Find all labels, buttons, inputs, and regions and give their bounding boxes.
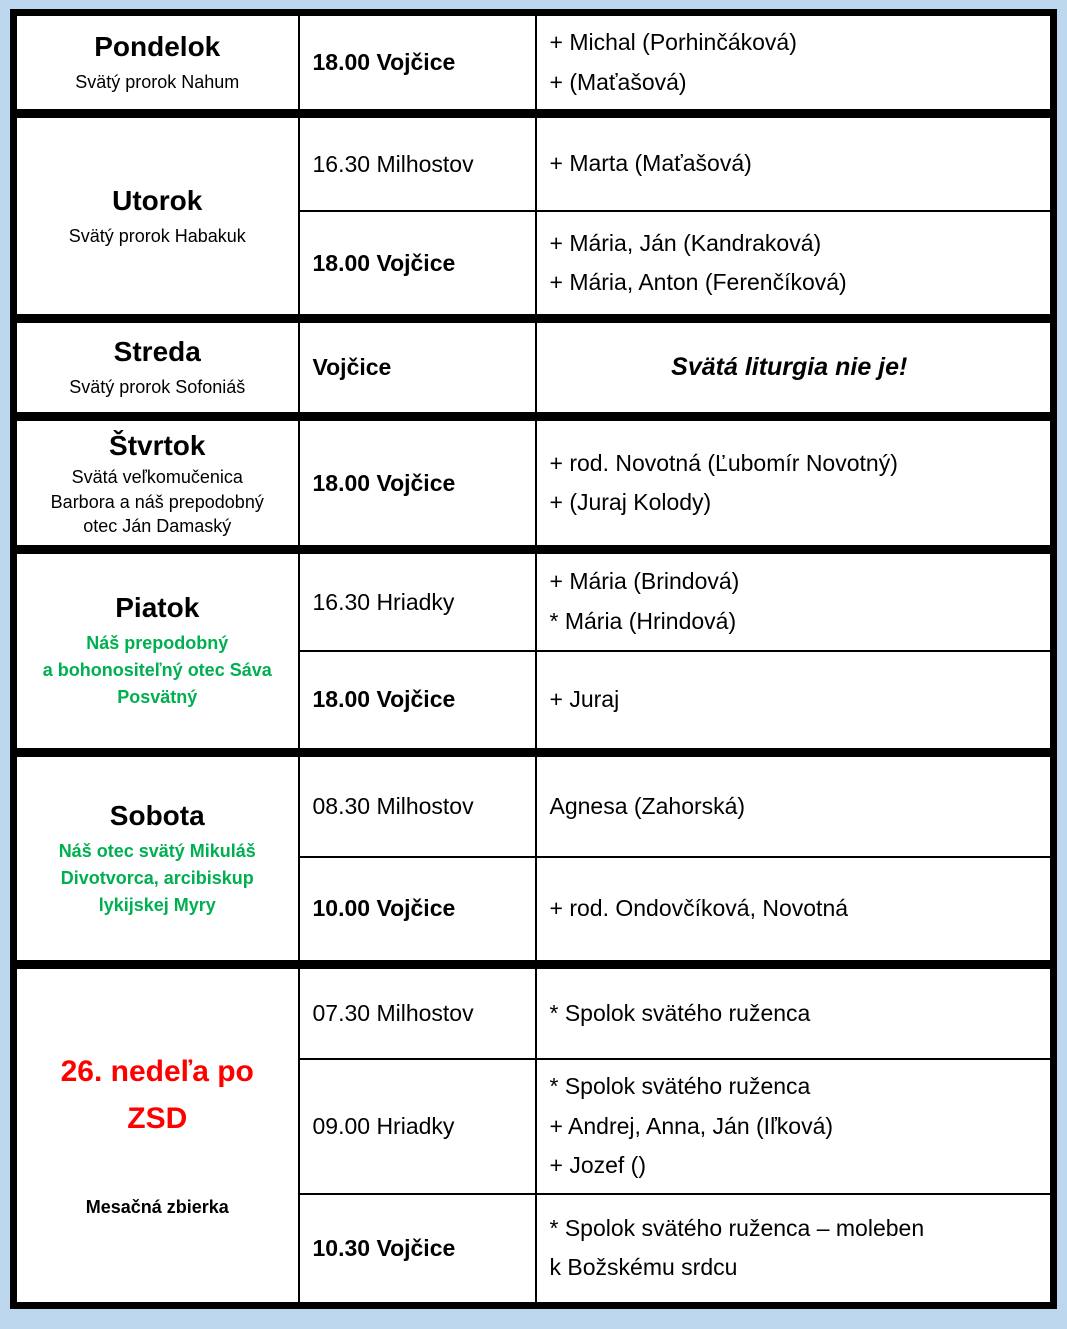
day-subtitle-line: Svätá veľkomučenica [71,467,243,488]
day-title-line: Utorok [112,184,203,216]
time-place-cell: 18.00 Vojčice [299,13,536,114]
table-row [14,550,1054,651]
day-title [25,183,290,218]
intention-line: + Jozef () [549,1152,647,1179]
day-cell-sobota [14,752,299,964]
time-place-cell: 09.00 Hriadky [299,1059,536,1193]
time-place-cell: 10.30 Vojčice [299,1194,536,1306]
intention-line: + rod. Novotná (Ľubomír Novotný) [549,449,898,476]
day-subtitle-line: Náš prepodobný [86,633,229,654]
day-subtitle [25,630,290,711]
table-row [14,417,1054,550]
intentions-cell [536,13,1054,114]
day-subtitle-line: Mesačná zbierka [85,1197,229,1218]
intentions-cell [536,319,1054,417]
day-title-line: Piatok [115,592,200,624]
day-title [25,334,290,369]
day-cell-stvrtok [14,417,299,550]
table-row [14,114,1054,211]
day-subtitle [25,223,290,250]
day-subtitle-line: Svätý prorok Nahum [75,72,240,93]
day-title-line: ZSD [127,1101,188,1135]
day-title [25,428,290,463]
intention-line: + rod. Ondovčíková, Novotná [549,894,849,921]
intentions-cell [536,550,1054,651]
table-row [14,964,1054,1059]
time-place-cell: 18.00 Vojčice [299,651,536,752]
time-place-cell: 18.00 Vojčice [299,211,536,318]
day-subtitle-line: a bohonositeľný otec Sáva [42,660,272,681]
intention-line: Agnesa (Zahorská) [549,792,746,819]
day-cell-streda [14,319,299,417]
day-title [25,1049,290,1142]
time-place-cell: 07.30 Milhostov [299,964,536,1059]
intention-line: + (Juraj Kolody) [549,489,712,516]
day-subtitle-line: Svätý prorok Sofoniáš [69,377,246,398]
day-title-line: Sobota [109,799,205,831]
intention-line: + Juraj [549,686,620,713]
day-title [25,798,290,833]
intentions-cell [536,417,1054,550]
table-row [14,752,1054,856]
intention-line: + Michal (Porhinčáková) [549,29,797,56]
day-cell-nedela [14,964,299,1305]
day-title-line: Pondelok [94,31,221,63]
intention-line: k Božskému srdcu [549,1254,738,1281]
intention-line: * Spolok svätého ruženca [549,1073,811,1100]
day-subtitle-line: Posvätný [117,687,198,708]
intention-line: + Mária, Ján (Kandraková) [549,229,822,256]
intention-line: + Mária (Brindová) [549,568,740,595]
day-subtitle-line: Barbora a náš prepodobný [50,491,264,512]
time-place-cell: 16.30 Milhostov [299,114,536,211]
intention-line: + Marta (Maťašová) [549,150,752,177]
time-place-cell: 10.00 Vojčice [299,857,536,964]
intention-line: + (Maťašová) [549,68,687,95]
intention-line: * Spolok svätého ruženca – moleben [549,1214,925,1241]
intention-line: + Andrej, Anna, Ján (Iľková) [549,1112,834,1139]
time-place-cell: 16.30 Hriadky [299,550,536,651]
day-subtitle-line: Náš otec svätý Mikuláš [58,840,256,861]
time-place-cell: Vojčice [299,319,536,417]
intentions-cell [536,1194,1054,1306]
day-subtitle-line: Svätý prorok Habakuk [68,225,246,246]
liturgy-schedule-table [10,9,1057,1309]
day-subtitle [25,1194,290,1221]
day-title [25,29,290,64]
intentions-cell [536,114,1054,211]
day-subtitle [25,374,290,401]
intentions-cell [536,211,1054,318]
day-title [25,590,290,625]
intentions-cell [536,964,1054,1059]
day-subtitle [25,69,290,96]
day-subtitle-line: Divotvorca, arcibiskup [60,867,254,888]
table-row [14,319,1054,417]
day-title-line: 26. nedeľa po [60,1055,254,1089]
day-title-line: Štvrtok [109,430,206,462]
time-place-cell: 18.00 Vojčice [299,417,536,550]
intentions-cell [536,651,1054,752]
intentions-cell [536,1059,1054,1193]
intentions-cell [536,857,1054,964]
day-title-line: Streda [113,336,201,368]
day-subtitle [25,465,290,538]
day-cell-utorok [14,114,299,319]
day-subtitle-line: otec Ján Damaský [83,515,232,536]
table-row [14,13,1054,114]
day-cell-piatok [14,550,299,753]
intentions-cell [536,752,1054,856]
intention-line: * Spolok svätého ruženca [549,999,811,1026]
intention-line: + Mária, Anton (Ferenčíková) [549,269,847,296]
day-subtitle [25,838,290,919]
time-place-cell: 08.30 Milhostov [299,752,536,856]
day-cell-pondelok [14,13,299,114]
intention-line: * Mária (Hrindová) [549,608,737,635]
no-liturgy-notice: Svätá liturgia nie je! [671,353,908,382]
day-subtitle-line: lykijskej Myry [98,894,216,915]
